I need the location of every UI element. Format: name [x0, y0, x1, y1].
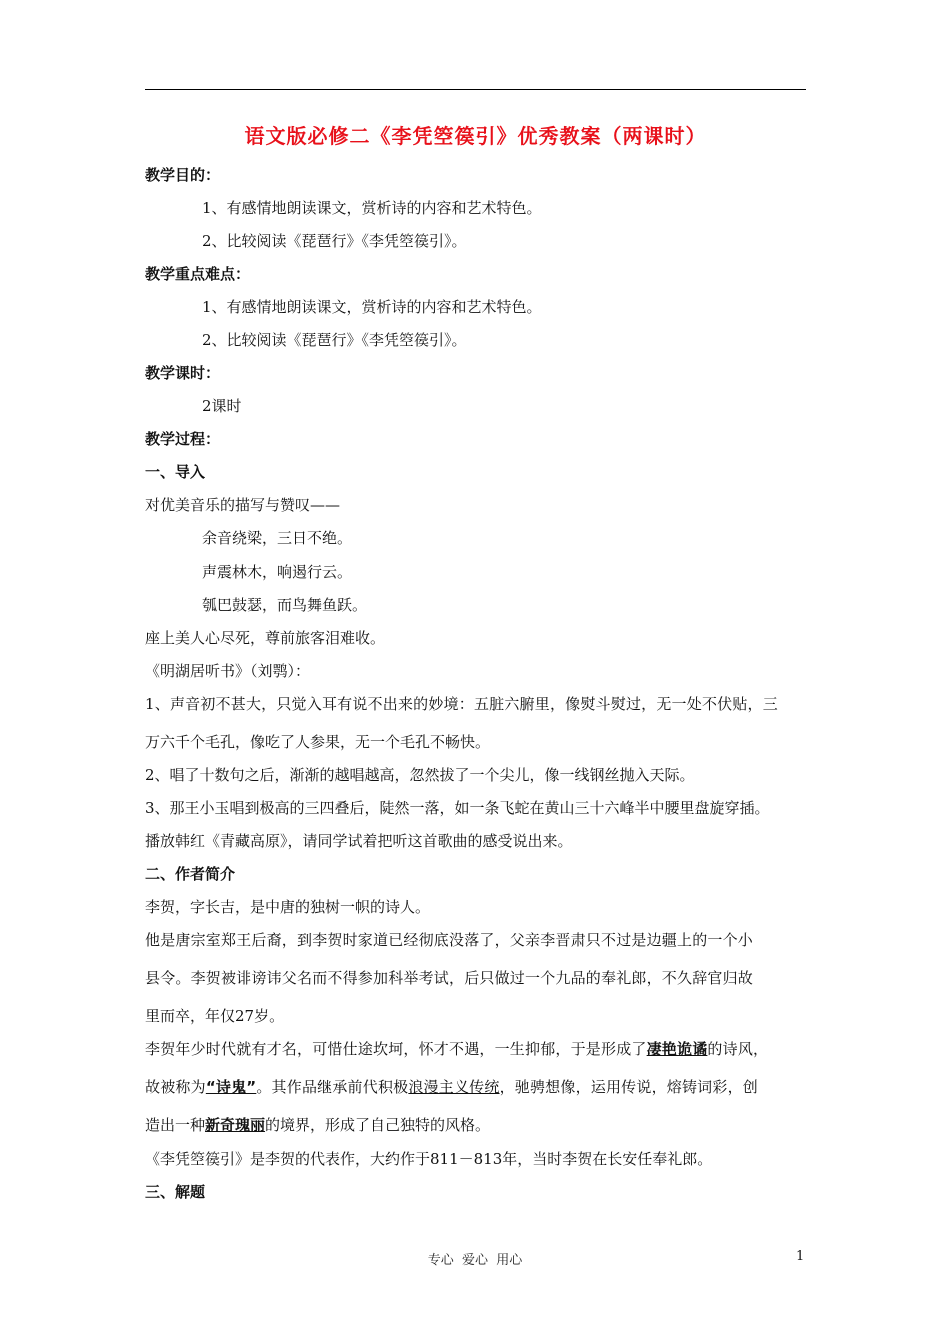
objective-item: 1、有感情地朗读课文，赏析诗的内容和艺术特色。 [202, 199, 542, 217]
author-line: 他是唐宗室郑王后裔，到李贺时家道已经彻底没落了，父亲李晋肃只不过是边疆上的一个小 [145, 931, 754, 949]
key-point-item: 1、有感情地朗读课文，赏析诗的内容和艺术特色。 [202, 298, 542, 316]
intro-source: 《明湖居听书》（刘鹗）： [145, 662, 311, 680]
hours-heading: 教学课时： [145, 364, 221, 382]
intro-paragraph: 2、唱了十数句之后，渐渐的越唱越高，忽然拔了一个尖儿，像一线钢丝抛入天际。 [145, 766, 695, 784]
author-line: 县令。李贺被诽谤讳父名而不得参加科举考试，后只做过一个九品的奉礼郎，不久辞官归故 [145, 969, 754, 987]
header-rule [145, 89, 806, 90]
hours-value: 2课时 [202, 397, 242, 415]
text-segment: 造出一种 [145, 1116, 206, 1134]
intro-quote: 瓠巴鼓瑟，而鸟舞鱼跃。 [202, 596, 368, 614]
keyword-highlight: 新奇瑰丽 [205, 1116, 266, 1134]
keyword-highlight: 凄艳诡谲 [646, 1040, 708, 1058]
keyword-highlight: “诗鬼” [205, 1078, 257, 1096]
key-points-heading: 教学重点难点： [145, 265, 251, 283]
intro-paragraph: 1、声音初不甚大，只觉入耳有说不出来的妙境：五脏六腑里，像熨斗熨过，无一处不伏贴，三 [145, 695, 778, 713]
author-line [145, 1115, 490, 1135]
footer-text: 专心 爱心 用心 [427, 1253, 523, 1268]
document-title: 语文版必修二《李凭箜篌引》优秀教案（两课时） [244, 124, 707, 148]
intro-paragraph: 3、那王小玉唱到极高的三四叠后，陡然一落，如一条飞蛇在黄山三十六峰半中腰里盘旋穿插。 [145, 799, 770, 817]
intro-quote: 余音绕梁，三日不绝。 [202, 529, 353, 547]
text-segment: 李贺年少时代就有才名，可惜仕途坎坷，怀才不遇，一生抑郁，于是形成了 [145, 1040, 647, 1058]
text-segment: ，驰骋想像，运用传说，熔铸词彩，创 [499, 1078, 758, 1096]
author-line: 李贺，字长吉，是中唐的独树一帜的诗人。 [145, 898, 431, 916]
text-segment: 。其作品继承前代积极 [256, 1078, 409, 1096]
page-number: 1 [796, 1249, 805, 1264]
intro-lead: 对优美音乐的描写与赞叹—— [145, 496, 341, 514]
author-line [145, 1039, 768, 1059]
process-heading: 教学过程： [145, 430, 221, 448]
objective-item: 2、比较阅读《琵琶行》《李凭箜篌引》。 [202, 232, 467, 250]
jieti-heading: 三、解题 [145, 1183, 206, 1201]
underlined-term: 浪漫主义传统 [408, 1078, 500, 1096]
author-heading: 二、作者简介 [145, 865, 236, 883]
text-segment: 的境界，形成了自己独特的风格。 [265, 1116, 491, 1134]
text-segment: 故被称为 [145, 1078, 206, 1096]
intro-heading: 一、导入 [145, 463, 206, 481]
objectives-heading: 教学目的： [145, 166, 221, 184]
intro-paragraph: 播放韩红《青藏高原》，请同学试着把听这首歌曲的感受说出来。 [145, 832, 573, 850]
author-line: 《李凭箜篌引》是李贺的代表作，大约作于811－813年，当时李贺在长安任奉礼郎。 [145, 1150, 713, 1168]
text-segment: 的诗风， [707, 1040, 769, 1058]
author-line [145, 1077, 758, 1097]
intro-paragraph: 万六千个毛孔，像吃了人参果，无一个毛孔不畅快。 [145, 733, 491, 751]
key-point-item: 2、比较阅读《琵琶行》《李凭箜篌引》。 [202, 331, 467, 349]
author-line: 里而卒，年仅27岁。 [145, 1007, 285, 1025]
intro-quote: 声震林木，响遏行云。 [202, 563, 353, 581]
intro-couplet: 座上美人心尽死，尊前旅客泪难收。 [145, 629, 386, 647]
